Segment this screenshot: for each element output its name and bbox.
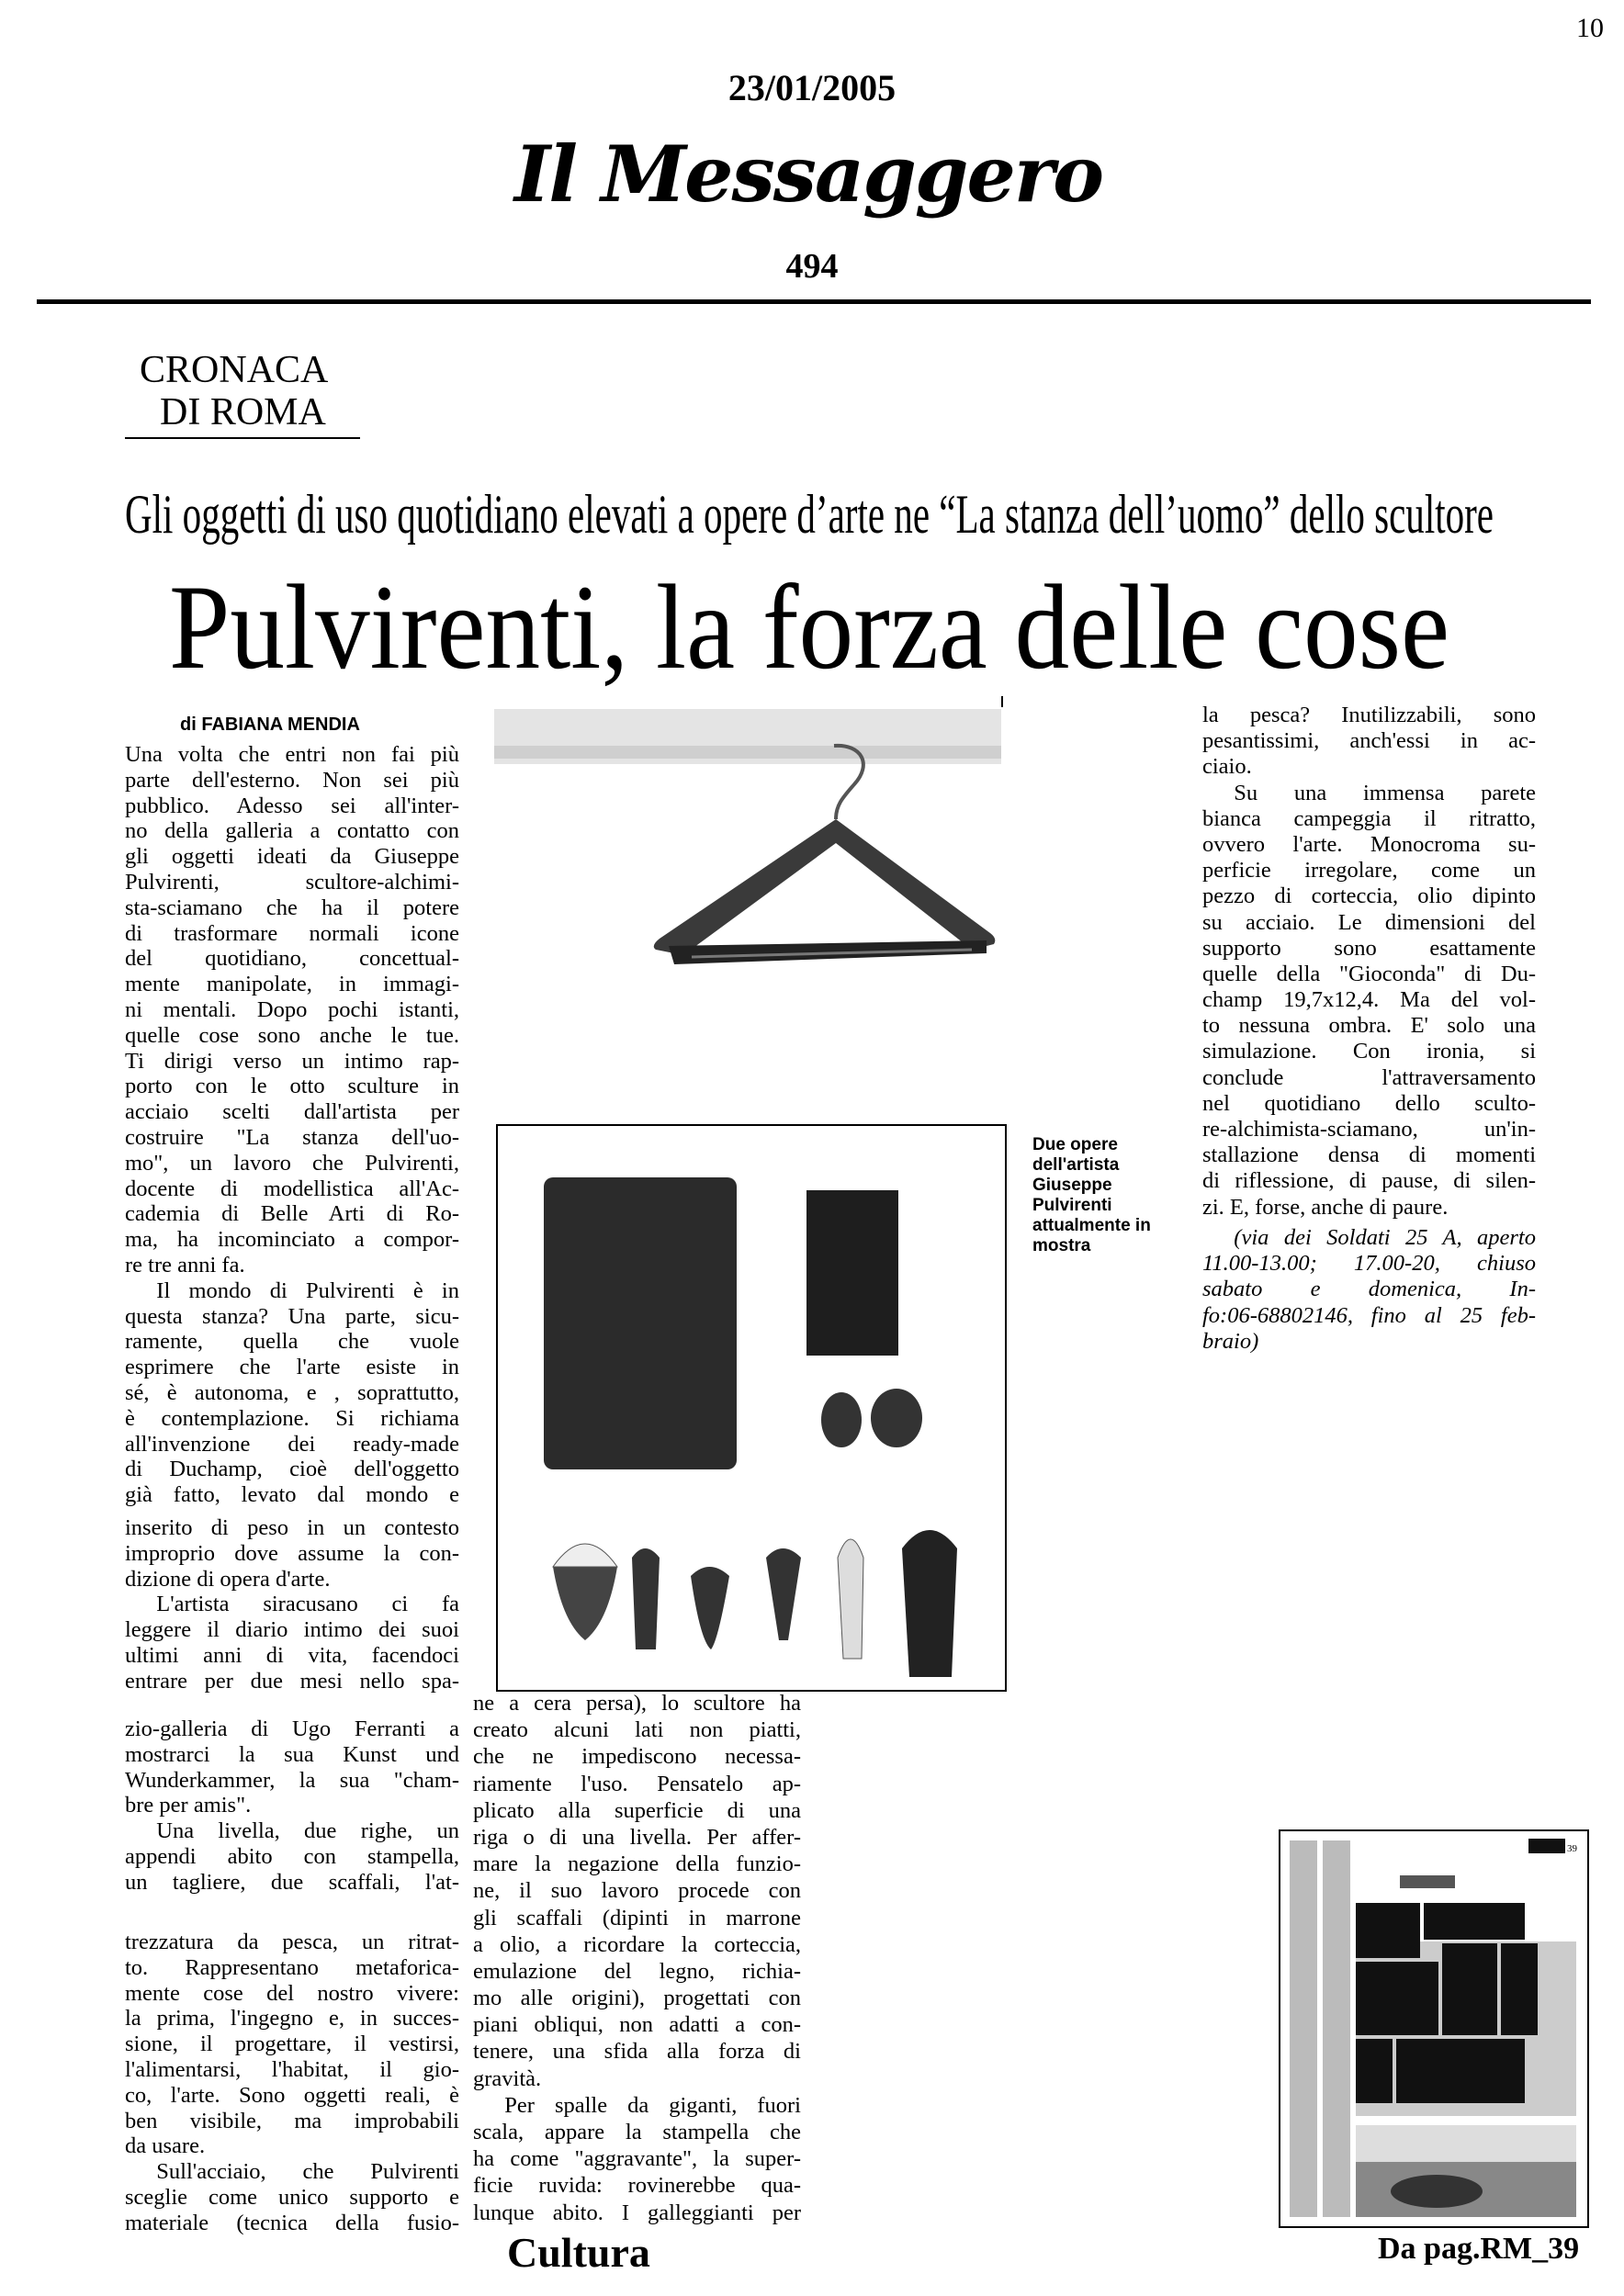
text-line: ne a cera persa), lo scultore ha <box>473 1691 801 1716</box>
text-line: sione, il progettare, il vestirsi, <box>125 2032 459 2057</box>
text-line: di riflessione, di pause, di silen- <box>1202 1168 1536 1194</box>
text-line: pesantissimi, anch'essi in ac- <box>1202 728 1536 754</box>
text-line: mare la negazione della funzio- <box>473 1851 801 1877</box>
text-line: già fatto, levato dal mondo e <box>125 1482 459 1508</box>
text-line: zio-galleria di Ugo Ferranti a <box>125 1716 459 1741</box>
text-line: è contemplazione. Si richiama <box>125 1405 459 1431</box>
text-line: Per spalle da giganti, fuori <box>504 2092 801 2118</box>
text-line: Sull'acciaio, che Pulvirenti <box>156 2159 459 2185</box>
text-line: scala, appare la stampella che <box>473 2120 801 2144</box>
text-line: Una livella, due righe, un <box>156 1818 459 1844</box>
text-line: to nessuna ombra. E' solo una <box>1202 1013 1536 1039</box>
text-line: emulazione del legno, richia- <box>473 1958 801 1984</box>
text-line: conclude l'attraversamento <box>1202 1064 1536 1090</box>
text-line: bianca campeggia il ritratto, <box>1202 805 1536 831</box>
text-line: ne, il suo lavoro procede con <box>473 1878 801 1904</box>
text-line: ramente, quella che vuole <box>125 1329 459 1355</box>
text-line: a olio, a ricordare la corteccia, <box>473 1931 801 1957</box>
text-line: dizione di opera d'arte. <box>125 1566 331 1592</box>
text-line: mostrarci la sua Kunst und <box>125 1741 459 1767</box>
text-line: materiale (tecnica della fusio- <box>125 2210 459 2235</box>
text-line: mente cose del nostro vivere: <box>125 1980 459 2006</box>
text-line: mente manipolate, in immagi- <box>125 972 459 997</box>
text-line: tenere, una sfida alla forza di <box>473 2039 801 2065</box>
newspaper-masthead <box>514 129 1102 217</box>
text-line: porto con le otto sculture in <box>125 1074 459 1099</box>
text-line: sta-sciamano che ha il potere <box>125 895 459 920</box>
text-line: improprio dove assume la con- <box>125 1540 459 1566</box>
text-line: del quotidiano, concettual- <box>125 946 459 972</box>
gallery-info <box>1202 1225 1536 1355</box>
text-column-block <box>125 742 459 1508</box>
text-line: sé, è autonoma, e , soprattutto, <box>125 1379 459 1405</box>
text-line: to. Rappresentano metaforica- <box>125 1954 459 1980</box>
text-line: ha come "aggravante", la super- <box>473 2146 801 2172</box>
text-line: Una volta che entri non fai più <box>125 742 459 767</box>
coat-hanger-image <box>494 709 1001 1106</box>
text-line: piani obliqui, non adatti a con- <box>473 2012 801 2038</box>
text-line: docente di modellistica all'Ac- <box>125 1176 459 1201</box>
text-line: simulazione. Con ironia, si <box>1202 1039 1536 1064</box>
text-column-block <box>125 1515 459 1694</box>
sculptures-image <box>498 1126 1005 1690</box>
text-line: quelle della "Gioconda" di Du- <box>1202 961 1536 986</box>
text-line: appendi abito con stampella, <box>125 1843 459 1869</box>
section-line-2: DI ROMA <box>160 391 326 433</box>
text-line: un tagliere, due scaffali, l'at- <box>125 1869 459 1895</box>
publication-date: 23/01/2005 <box>727 67 897 108</box>
text-line: parte dell'esterno. Non sei più <box>125 767 459 793</box>
text-column-block <box>1202 703 1536 1221</box>
text-line: esprimere che l'arte esiste in <box>125 1355 459 1380</box>
text-line: ultimi anni di vita, facendoci <box>125 1642 459 1668</box>
text-line: acciaio scelti dall'artista per <box>125 1099 459 1125</box>
text-line: creato alcuni lati non piatti, <box>473 1717 801 1743</box>
photo-sculptures <box>496 1124 1007 1692</box>
text-line: braio) <box>1202 1328 1259 1354</box>
text-line: mo alle origini), progettati con <box>473 1986 801 2011</box>
text-line: ma, ha incominciato a compor- <box>125 1227 459 1253</box>
text-line: Pulvirenti, scultore-alchimi- <box>125 869 459 895</box>
text-line: gli scaffali (dipinti in marrone <box>473 1905 801 1930</box>
photo-caption: Due opere dell'artista Giuseppe Pulvirenti attualmente in mostra <box>1032 1135 1151 1255</box>
byline: di FABIANA MENDIA <box>180 715 360 735</box>
text-line: zi. E, forse, anche di paure. <box>1202 1194 1449 1220</box>
text-line: mo", un lavoro che Pulvirenti, <box>125 1150 459 1176</box>
text-line: Ti dirigi verso un intimo rap- <box>125 1048 459 1074</box>
photo-coat-hanger <box>492 707 1003 1108</box>
section-underline <box>125 437 360 439</box>
text-line: (via dei Soldati 25 A, aperto <box>1234 1225 1536 1250</box>
text-line: supporto sono esattamente <box>1202 935 1536 961</box>
text-line: Wunderkammer, la sua "cham- <box>125 1767 459 1793</box>
text-line: gravità. <box>473 2065 542 2091</box>
text-line: pubblico. Adesso sei all'inter- <box>125 793 459 818</box>
text-line: stallazione densa di momenti <box>1202 1142 1536 1168</box>
text-line: no della galleria a contatto con <box>125 818 459 844</box>
text-line: ben visibile, ma improbabili <box>125 2108 459 2133</box>
text-line: gli oggetti ideati da Giuseppe <box>125 844 459 870</box>
text-line: re-alchimista-sciamano, un'in- <box>1202 1117 1536 1142</box>
text-line: la pesca? Inutilizzabili, sono <box>1202 703 1536 727</box>
text-line: re tre anni fa. <box>125 1252 245 1277</box>
text-line: ficie ruvida: rovinerebbe qua- <box>473 2173 801 2199</box>
section-line-1: CRONACA <box>140 349 329 391</box>
text-line: bre per amis". <box>125 1793 252 1818</box>
section-footer-label: Cultura <box>507 2229 650 2276</box>
text-line: sabato e domenica, In- <box>1202 1277 1536 1302</box>
text-line: lunque abito. I galleggianti per <box>473 2200 801 2225</box>
text-line: la prima, l'ingegno e, in succes- <box>125 2006 459 2032</box>
text-line: inserito di peso in un contesto <box>125 1515 459 1540</box>
text-line: plicato alla superficie di una <box>473 1797 801 1823</box>
text-line: da usare. <box>125 2133 206 2159</box>
article-title <box>169 557 1449 694</box>
text-line: cademia di Belle Arti di Ro- <box>125 1201 459 1227</box>
text-line: di trasformare normali icone <box>125 920 459 946</box>
text-line: perficie irregolare, come un <box>1202 858 1536 884</box>
title-text: Pulvirenti, la forza delle cose <box>169 559 1449 694</box>
text-line: riga o di una livella. Per affer- <box>473 1824 801 1850</box>
text-line: ciaio. <box>1202 754 1252 780</box>
text-line: sceglie come unico supporto e <box>125 2184 459 2210</box>
text-line: Su una immensa parete <box>1234 780 1536 805</box>
text-line: nel quotidiano dello sculto- <box>1202 1090 1536 1116</box>
text-line: entrare per due mesi nello spa- <box>125 1668 459 1694</box>
text-line: ovvero l'arte. Monocroma su- <box>1202 831 1536 857</box>
text-line: su acciaio. Le dimensioni del <box>1202 909 1536 935</box>
subheadline-text: Gli oggetti di uso quotidiano elevati a opere d’arte ne “La stanza dell’uomo” dello scultore <box>125 484 1494 545</box>
text-line: l'alimentarsi, l'habitat, il gio- <box>125 2056 459 2082</box>
text-line: riamente l'uso. Pensatelo ap- <box>473 1771 801 1796</box>
text-line: fo:06-68802146, fino al 25 feb- <box>1202 1302 1536 1328</box>
text-line: trezzatura da pesca, un ritrat- <box>125 1930 459 1954</box>
text-line: champ 19,7x12,4. Ma del vol- <box>1202 987 1536 1013</box>
masthead-logo-text: Il Messaggero <box>514 129 1102 219</box>
page-thumbnail-image <box>1280 1831 1587 2226</box>
issue-number: 494 <box>785 247 839 286</box>
text-line: co, l'arte. Sono oggetti reali, è <box>125 2082 459 2108</box>
text-line: di Duchamp, cioè dell'oggetto <box>125 1457 459 1482</box>
thumbnail-page-label: 39 <box>1567 1843 1577 1854</box>
text-line: costruire "La stanza dell'uo- <box>125 1124 459 1150</box>
text-line: questa stanza? Una parte, sicu- <box>125 1303 459 1329</box>
header-divider <box>37 299 1591 304</box>
text-line: all'invenzione dei ready-made <box>125 1431 459 1457</box>
page-reference: Da pag.RM_39 <box>1378 2232 1580 2266</box>
text-line: L'artista siracusano ci fa <box>156 1592 459 1617</box>
text-column-block <box>125 1716 459 1896</box>
text-column-block <box>125 1930 459 2236</box>
text-line: pezzo di corteccia, olio dipinto <box>1202 884 1536 909</box>
text-line: 11.00-13.00; 17.00-20, chiuso <box>1202 1251 1536 1277</box>
page-thumbnail <box>1279 1829 1589 2228</box>
text-line: ni mentali. Dopo pochi istanti, <box>125 996 459 1022</box>
section-label <box>140 349 328 433</box>
text-line: Il mondo di Pulvirenti è in <box>156 1277 459 1303</box>
article-subheadline <box>125 483 1494 544</box>
text-line: leggere il diario intimo dei suoi <box>125 1617 459 1643</box>
page-number: 10 <box>1576 13 1604 43</box>
text-line: che ne impediscono necessa- <box>473 1744 801 1770</box>
text-line: quelle cose sono anche le tue. <box>125 1022 459 1048</box>
text-column-block <box>473 1690 801 2226</box>
